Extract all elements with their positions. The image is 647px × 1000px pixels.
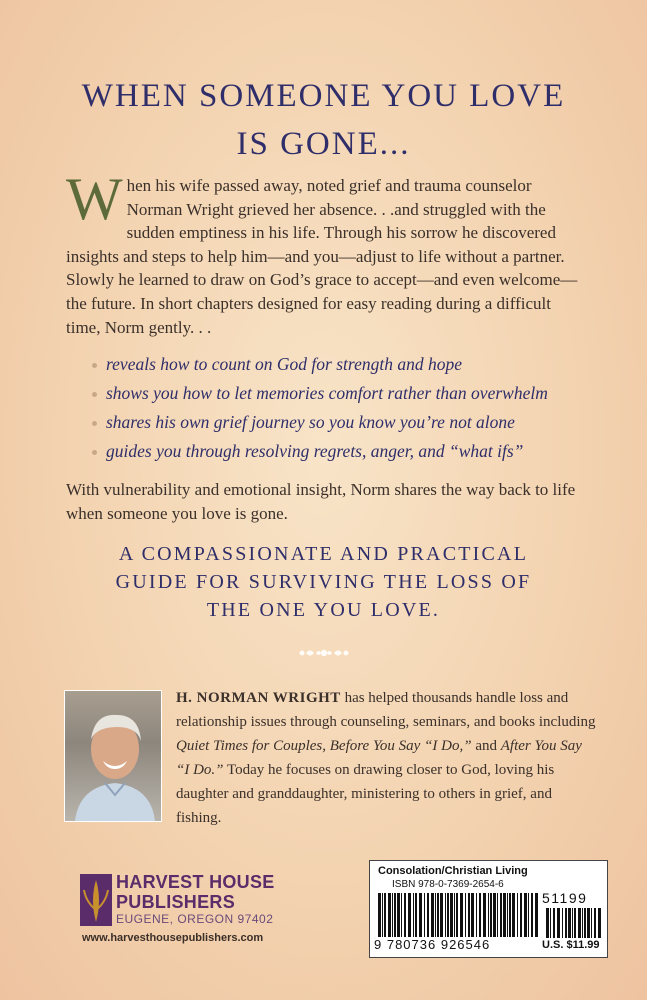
book-title: Before You Say “I Do,” [329, 738, 472, 754]
book-title: After You Say “I Do.” [176, 738, 582, 778]
headline-line-1: WHEN SOMEONE YOU LOVE [81, 78, 566, 114]
benefit-list [92, 350, 592, 466]
bio-separator: and [471, 738, 501, 754]
cover-headline [0, 72, 647, 168]
author-bio [176, 686, 596, 830]
author-photo [64, 690, 162, 822]
tagline-line-3: THE ONE YOU LOVE. [206, 599, 441, 621]
bio-text: has helped thousands handle loss and relationship issues through counseling, seminars, and books including [176, 690, 596, 730]
list-item: shares his own grief journey so you know you’re not alone [92, 408, 592, 437]
ornament-divider-icon [294, 646, 354, 660]
publisher-name-line-1: HARVEST HOUSE [116, 872, 275, 892]
barcode-icon [378, 893, 538, 937]
price-code: 51199 [542, 890, 588, 906]
intro-text: hen his wife passed away, noted grief and trauma counselor Norman Wright grieved her absence. . .and struggled with the sudden emptiness in his life. Through his sorrow he discovered insights and steps to help him—and you—adjust to life without a partner. Slowly he learned to draw on God’s grace to accept—and even welcome—the future. In short chapters designed for easy reading during a difficult time, Norm gently. . . [66, 176, 578, 337]
book-category: Consolation/Christian Living [378, 865, 528, 877]
drop-cap: W [66, 166, 123, 232]
isbn-label: ISBN 978-0-7369-2654-6 [392, 879, 504, 890]
closing-paragraph: With vulnerability and emotional insight, Norm shares the way back to life when someone you love is gone. [66, 480, 576, 523]
tagline-line-1: A COMPASSIONATE AND PRACTICAL [118, 543, 529, 565]
barcode-digits: 9 780736 926546 [374, 937, 491, 952]
bio-text: Today he focuses on drawing closer to God, loving his daughter and granddaughter, ministering to others in grief, and fishing. [176, 762, 555, 826]
publisher-url: www.harvesthousepublishers.com [82, 932, 264, 944]
tagline [0, 540, 647, 624]
tagline-line-2: GUIDE FOR SURVIVING THE LOSS OF [115, 571, 532, 593]
list-item: reveals how to count on God for strength and hope [92, 350, 592, 379]
publisher-city: EUGENE, OREGON 97402 [116, 912, 274, 926]
headline-line-2: IS GONE... [236, 126, 411, 162]
list-item: guides you through resolving regrets, anger, and “what ifs” [92, 437, 592, 466]
book-title: Quiet Times for Couples [176, 738, 323, 754]
barcode-addon-icon [546, 908, 602, 938]
publisher-name [116, 872, 275, 912]
bio-separator: , [322, 738, 330, 754]
barcode-panel [369, 860, 608, 958]
price-label: U.S. $11.99 [542, 939, 600, 951]
list-item: shows you how to let memories comfort rather than overwhelm [92, 379, 592, 408]
intro-paragraph [66, 166, 586, 339]
author-name: H. NORMAN WRIGHT [176, 690, 341, 706]
author-portrait-icon [65, 691, 161, 821]
publisher-name-line-2: PUBLISHERS [116, 892, 236, 912]
